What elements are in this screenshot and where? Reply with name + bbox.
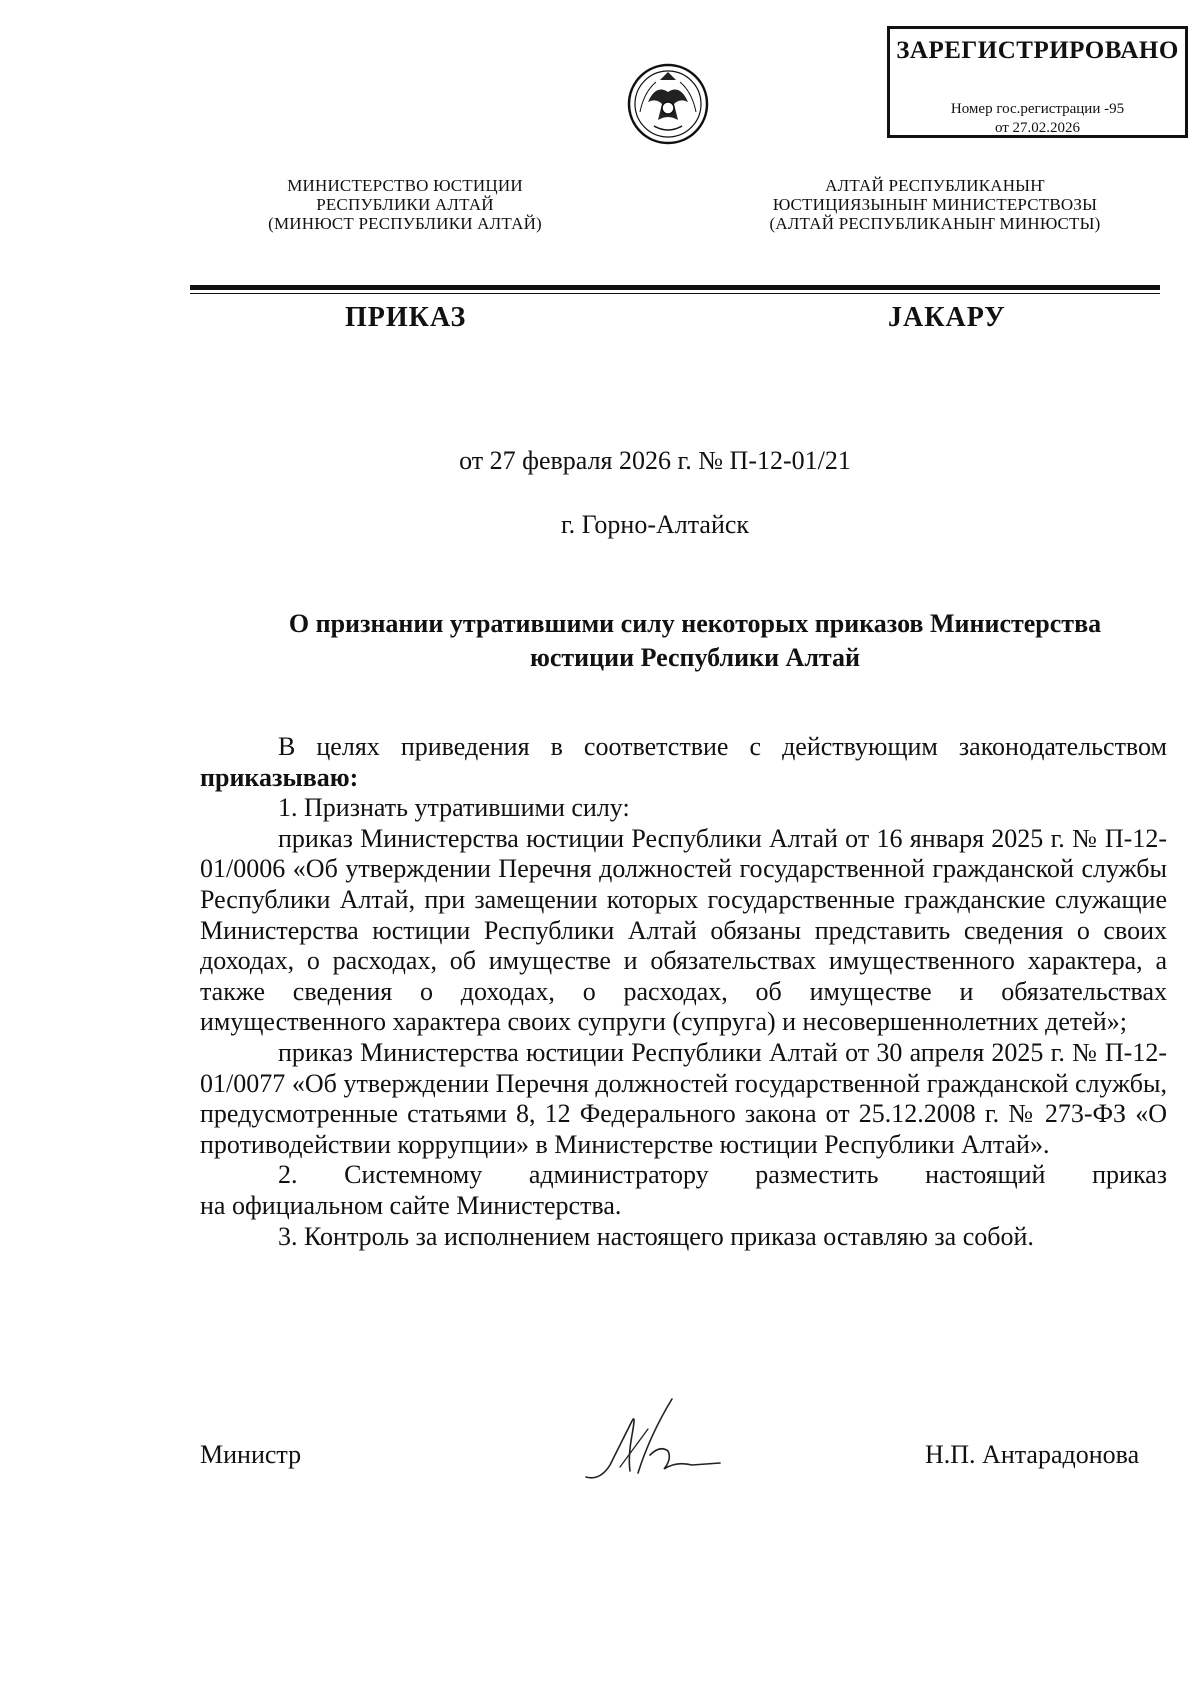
ministry-name-ru [260, 176, 550, 233]
order-city: г. Горно-Алтайск [560, 510, 750, 539]
order-body [200, 732, 1167, 1252]
body-item-2-line-1: 2. Системному администратору разместить настоящий приказ [278, 1160, 1167, 1190]
ministry-name-ru-line: РЕСПУБЛИКИ АЛТАЙ [316, 195, 494, 214]
stamp-title: ЗАРЕГИСТРИРОВАНО [896, 37, 1179, 64]
handwritten-signature [580, 1385, 740, 1495]
ministry-name-alt [740, 176, 1130, 233]
signatory-position: Министр [200, 1440, 302, 1469]
body-repealed-order-b: приказ Министерства юстиции Республики Алтай от 30 апреля 2025 г. № П-12-01/0077 «Об утверждении Перечня должностей государственной гражданской службы, предусмотренные статьями 8, 12 Федерального закона от 25.12.2008 г. № 273-ФЗ «О противодействии коррупции» в Министерстве юстиции Республики Алтай». [200, 1037, 1167, 1159]
ministry-name-ru-line: (МИНЮСТ РЕСПУБЛИКИ АЛТАЙ) [268, 214, 542, 233]
order-date-number: от 27 февраля 2026 г. № П-12-01/21 [459, 446, 851, 475]
body-item-2-line-2: на официальном сайте Министерства. [200, 1190, 622, 1220]
order-title-alt: ЈАКАРУ [888, 302, 1006, 333]
body-order-word: приказываю: [200, 762, 359, 792]
stamp-reg-number: Номер гос.регистрации -95 [950, 101, 1125, 117]
ministry-name-ru-line: МИНИСТЕРСТВО ЮСТИЦИИ [287, 176, 523, 195]
order-subject-line: О признании утратившими силу некоторых приказов Министерства [288, 609, 1102, 638]
order-subject [190, 607, 1160, 675]
ministry-name-alt-line: ЮСТИЦИЯЗЫНЫҤ МИНИСТЕРСТВОЗЫ [772, 195, 1098, 214]
coat-of-arms-emblem [626, 62, 710, 146]
signatory-name: Н.П. Антарадонова [925, 1440, 1140, 1469]
ministry-name-alt-line: (АЛТАЙ РЕСПУБЛИКАНЫҤ МИНЮСТЫ) [769, 214, 1101, 233]
body-intro: В целях приведения в соответствие с действующим законодательством [278, 732, 1167, 761]
header-divider-thick [190, 285, 1160, 290]
header-divider-thin [190, 293, 1160, 294]
body-repealed-order-a: приказ Министерства юстиции Республики Алтай от 16 января 2025 г. № П-12-01/0006 «Об утверждении Перечня должностей государственной гражданской службы Республики Алтай, при замещении которых государственные гражданские служащие Министерства юстиции Республики Алтай обязаны представить сведения о своих доходах, о расходах, об имуществе и обязательствах имущественного характера, а также сведения о доходах, о расходах, об имуществе и обязательствах имущественного характера своих супруги (супруга) и несовершеннолетних детей»; [200, 823, 1167, 1037]
body-item-1: 1. Признать утратившими силу: [278, 793, 630, 823]
registration-stamp [887, 26, 1188, 138]
order-subject-line: юстиции Республики Алтай [530, 643, 860, 672]
ministry-name-alt-line: АЛТАЙ РЕСПУБЛИКАНЫҤ [825, 176, 1045, 195]
body-item-3: 3. Контроль за исполнением настоящего приказа оставляю за собой. [278, 1221, 1034, 1251]
stamp-reg-date: от 27.02.2026 [994, 120, 1081, 136]
order-title-ru: ПРИКАЗ [345, 302, 467, 333]
